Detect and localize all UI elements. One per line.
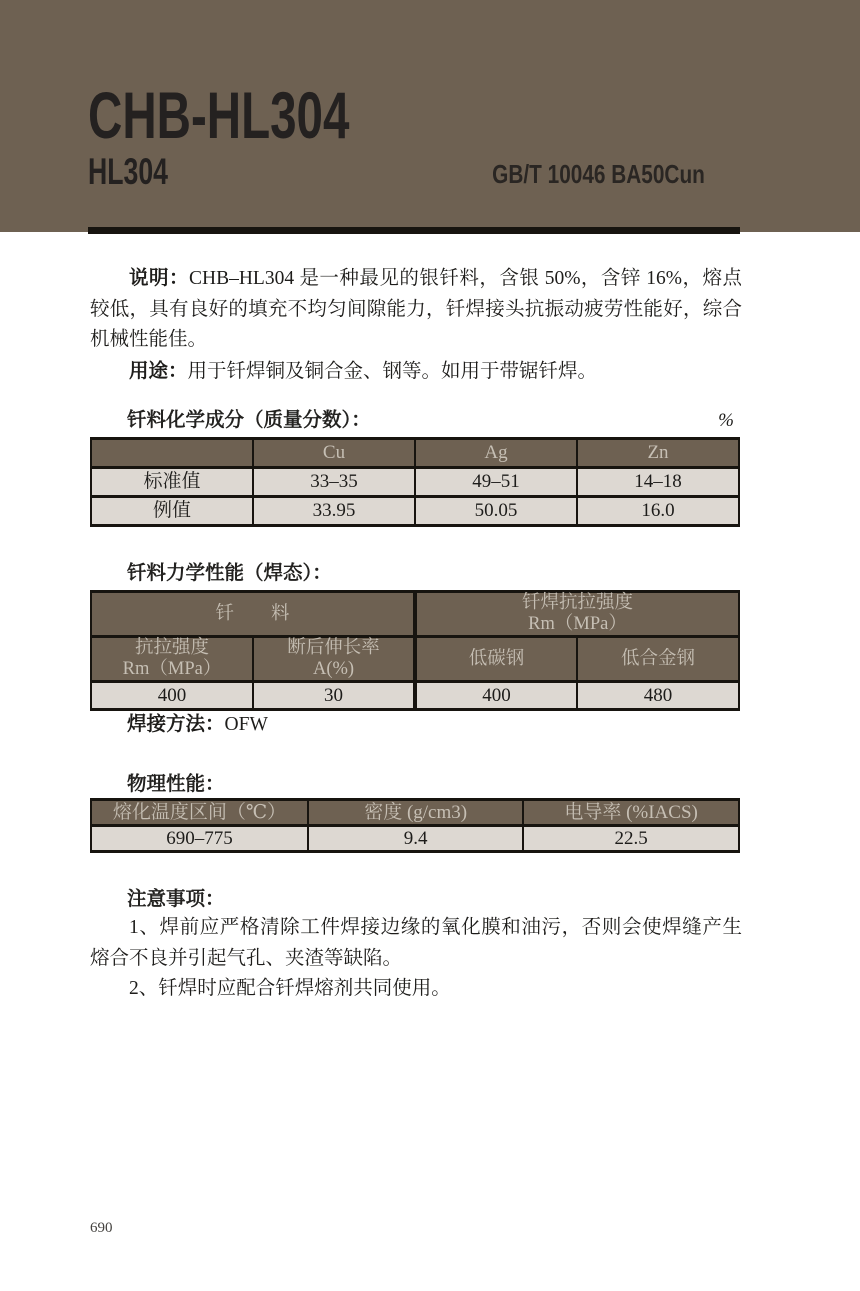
mech-group-filler: 钎 料 [91,592,415,637]
welding-method-line [127,711,268,738]
standard-designation: GB/T 10046 BA50Cun [492,159,705,189]
chem-cell: 33.95 [253,497,415,526]
page-header [0,0,860,232]
description-label: 说明： [129,267,189,289]
mech-subheader-tensile [91,637,253,682]
chem-example-row [91,497,739,526]
mech-group-joint-line1: 钎焊抗拉强度 [521,593,633,613]
phys-properties-table [90,798,740,853]
chem-header-empty [91,439,253,468]
mech-value: 400 [91,682,253,710]
usage-text: 用于钎焊铜及铜合金、钢等。如用于带锯钎焊。 [187,360,598,382]
chem-header-cu: Cu [253,439,415,468]
usage-label: 用途： [129,359,188,382]
welding-method-value: OFW [224,714,268,735]
mech-subheader-tensile-line1: 抗拉强度 [134,638,209,658]
product-title: CHB-HL304 [88,78,350,152]
phys-value: 690–775 [91,826,308,852]
chem-heading-row [90,407,740,433]
phys-header-row [91,800,739,826]
mech-group-joint-line2: Rm（MPa） [528,614,627,634]
phys-value: 9.4 [308,826,523,852]
intro-section [90,263,742,387]
chem-cell: 16.0 [577,497,739,526]
mech-section-heading: 钎料力学性能（焊态）： [127,562,332,584]
mech-value: 400 [415,682,577,710]
chem-cell: 例值 [91,497,253,526]
note-item-1: 1、焊前应严格清除工件焊接边缘的氧化膜和油污，否则会使焊缝产生熔合不良并引起气孔、夹渣等缺陷。 [90,917,742,969]
chem-unit-label: % [718,410,734,431]
welding-method-label: 焊接方法： [127,713,225,735]
phys-header-density: 密度 (g/cm3) [308,800,523,826]
chem-cell: 50.05 [415,497,577,526]
mech-properties-table [90,590,740,711]
mech-group-joint-strength [415,592,739,637]
page-number: 690 [90,1220,113,1236]
mech-sub-header-row [91,637,739,682]
usage-paragraph [90,356,742,388]
mech-value: 480 [577,682,739,710]
mech-values-row [91,682,739,710]
chem-header-row [91,439,739,468]
phys-header-conductivity: 电导率 (%IACS) [523,800,739,826]
header-rule [88,227,740,234]
notes-list [90,913,742,1005]
note-item-2: 2、钎焊时应配合钎焊熔剂共同使用。 [129,978,451,999]
chem-cell: 49–51 [415,468,577,497]
chem-header-ag: Ag [415,439,577,468]
phys-header-melting-range: 熔化温度区间（℃） [91,800,308,826]
mech-subheader-elongation [253,637,415,682]
mech-subheader-elongation-line2: A(%) [312,659,355,679]
description-text: CHB–HL304 是一种最见的银钎料，含银 50%，含锌 16%，熔点较低，具有良好的填充不均匀间隙能力，钎焊接头抗振动疲劳性能好，综合机械性能佳。 [90,268,742,350]
chem-header-zn: Zn [577,439,739,468]
phys-values-row [91,826,739,852]
mech-group-header-row [91,592,739,637]
chem-cell: 标准值 [91,468,253,497]
mech-subheader-tensile-line2: Rm（MPa） [122,659,222,679]
chem-section-heading: 钎料化学成分（质量分数）： [127,409,371,431]
description-paragraph [90,263,742,356]
chem-cell: 33–35 [253,468,415,497]
chem-standard-row [91,468,739,497]
phys-value: 22.5 [523,826,739,852]
mech-subheader-lowalloy: 低合金钢 [577,637,739,682]
chem-cell: 14–18 [577,468,739,497]
mech-value: 30 [253,682,415,710]
notes-section-heading: 注意事项： [127,888,225,910]
product-subtitle: HL304 [88,151,168,192]
phys-section-heading: 物理性能： [127,773,225,795]
chem-composition-table [90,437,740,527]
mech-subheader-elongation-line1: 断后伸长率 [287,638,380,658]
mech-subheader-lowcarbon: 低碳钢 [415,637,577,682]
